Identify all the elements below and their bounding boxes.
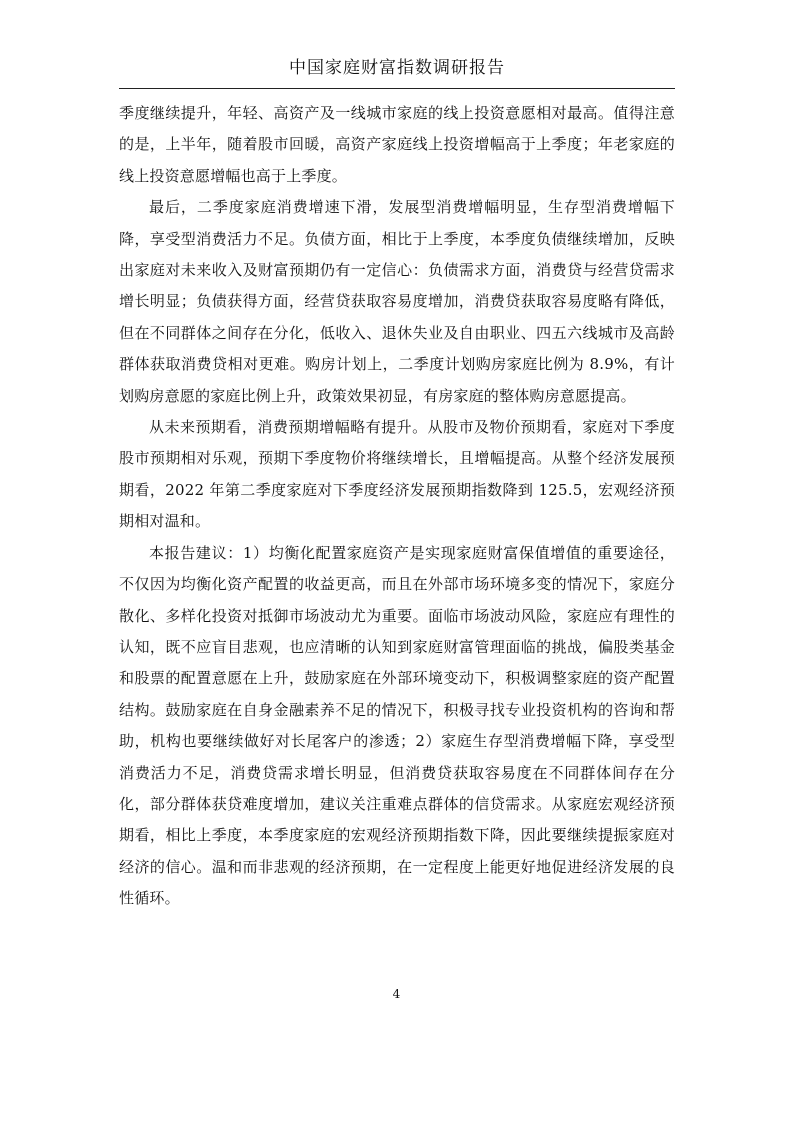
header-divider (119, 88, 675, 89)
running-header: 中国家庭财富指数调研报告 (289, 58, 505, 78)
paragraph-recommendations: 本报告建议：1）均衡化配置家庭资产是实现家庭财富保值增值的重要途径，不仅因为均衡化资产配置的收益更高，而且在外部市场环境多变的情况下，家庭分散化、多样化投资对抵御市场波动尤为重要。面临市场波动风险，家庭应有理性的认知，既不应盲目悲观，也应清晰的认知到家庭财富管理面临的挑战，偏股类基金和股票的配置意愿在上升，鼓励家庭在外部环境变动下，积极调整家庭的资产配置结构。鼓励家庭在自身金融素养不足的情况下，积极寻找专业投资机构的咨询和帮助，机构也要继续做好对长尾客户的渗透；2）家庭生存型消费增幅下降，享受型消费活力不足，消费贷需求增长明显，但消费贷获取容易度在不同群体间存在分化，部分群体获贷难度增加，建议关注重难点群体的信贷需求。从家庭宏观经济预期看，相比上季度，本季度家庭的宏观经济预期指数下降，因此要继续提振家庭对经济的信心。温和而非悲观的经济预期，在一定程度上能更好地促进经济发展的良性循环。 (119, 543, 675, 908)
page-number: 4 (392, 987, 401, 1001)
paragraph-consumption-debt: 最后，二季度家庭消费增速下滑，发展型消费增幅明显，生存型消费增幅下降，享受型消费活力不足。负债方面，相比于上季度，本季度负债继续增加，反映出家庭对未来收入及财富预期仍有一定信心：负债需求方面，消费贷与经营贷需求增长明显；负债获得方面，经营贷获取容易度增加，消费贷获取容易度略有降低，但在不同群体之间存在分化，低收入、退休失业及自由职业、四五六线城市及高龄群体获取消费贷相对更难。购房计划上，二季度计划购房家庭比例为 8.9%，有计划购房意愿的家庭比例上升，政策效果初显，有房家庭的整体购房意愿提高。 (119, 198, 675, 405)
paragraph-future-expectations: 从未来预期看，消费预期增幅略有提升。从股市及物价预期看，家庭对下季度股市预期相对乐观，预期下季度物价将继续增长，且增幅提高。从整个经济发展预期看，2022 年第二季度家庭对下季度经济发展预期指数降到 125.5，宏观经济预期相对温和。 (119, 418, 675, 531)
paragraph-continuation: 季度继续提升，年轻、高资产及一线城市家庭的线上投资意愿相对最高。值得注意的是，上半年，随着股市回暖，高资产家庭线上投资增幅高于上季度；年老家庭的线上投资意愿增幅也高于上季度。 (119, 104, 675, 185)
body-text (119, 98, 675, 915)
